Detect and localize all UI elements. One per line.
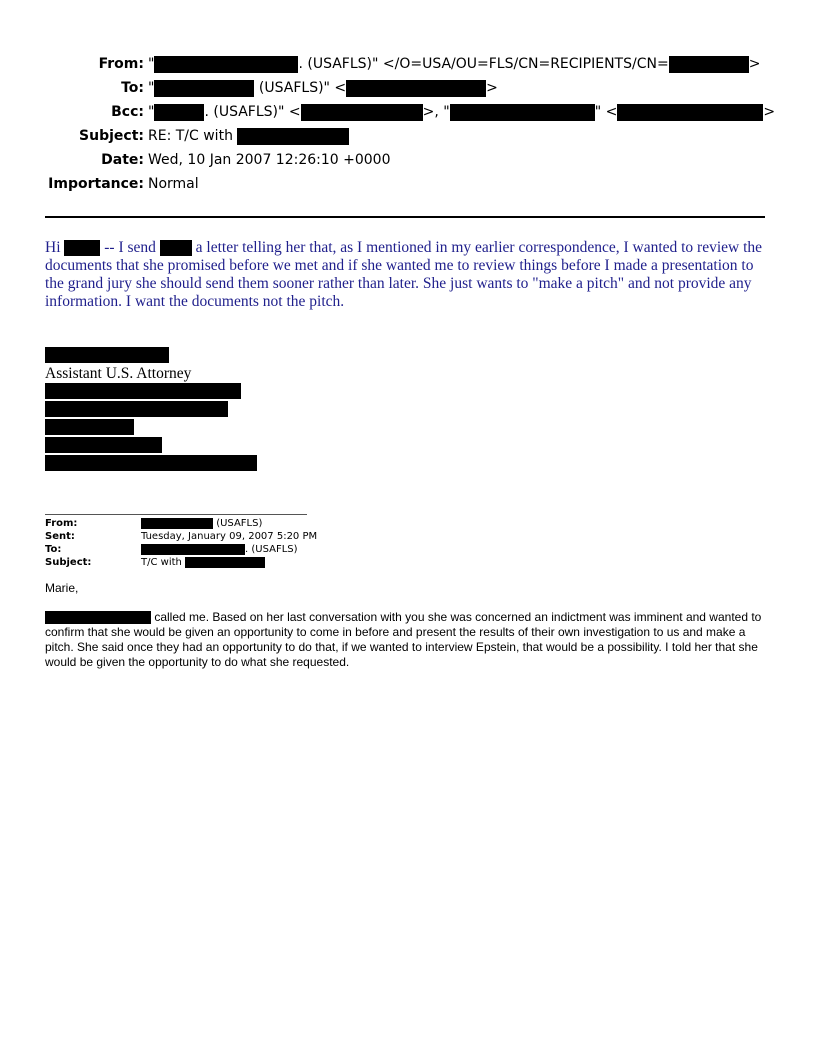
from-end: > bbox=[748, 56, 761, 72]
redaction-block bbox=[450, 104, 595, 121]
forwarded-from-row bbox=[45, 517, 263, 530]
redaction-block bbox=[154, 104, 204, 121]
reply-greeting: Hi bbox=[45, 239, 61, 256]
from-label: From: bbox=[98, 56, 144, 72]
redaction-block bbox=[237, 128, 349, 145]
redaction-block bbox=[45, 437, 162, 453]
redaction-block bbox=[185, 557, 265, 568]
redaction-block bbox=[45, 419, 134, 435]
date-label: Date: bbox=[101, 152, 144, 168]
reply-body bbox=[45, 239, 765, 311]
forwarded-to-value: . (USAFLS) bbox=[245, 544, 298, 555]
subject-value: RE: T/C with bbox=[148, 128, 233, 144]
forwarded-sent-value: Tuesday, January 09, 2007 5:20 PM bbox=[141, 531, 318, 542]
from-value: . (USAFLS)" </O=USA/OU=FLS/CN=RECIPIENTS/CN= bbox=[298, 56, 669, 72]
forwarded-subject-label: Subject: bbox=[45, 557, 92, 568]
redaction-block bbox=[45, 347, 169, 363]
importance-value: Normal bbox=[148, 176, 199, 192]
forwarded-from-label: From: bbox=[45, 518, 78, 529]
redaction-block bbox=[160, 240, 192, 256]
date-value: Wed, 10 Jan 2007 12:26:10 +0000 bbox=[148, 152, 391, 168]
redaction-block bbox=[346, 80, 486, 97]
bcc-quote: " bbox=[148, 104, 155, 120]
signature-title: Assistant U.S. Attorney bbox=[45, 365, 192, 382]
reply-text-2: a letter telling her that, as I mentioned in my earlier correspondence, I wanted to review the documents that she promised before we met and if she wanted me to review things before I made a presentation to the grand jury she should send them sooner rather than later. She just wants to "make a pitch" and not provide any information. I want the documents not the pitch. bbox=[45, 239, 763, 310]
redaction-block bbox=[45, 401, 228, 417]
original-greeting: Marie, bbox=[45, 581, 79, 595]
forwarded-from-value: (USAFLS) bbox=[216, 518, 263, 529]
redaction-block bbox=[45, 611, 151, 624]
bcc-end: > bbox=[763, 104, 776, 120]
redaction-block bbox=[301, 104, 423, 121]
forwarded-sent-label: Sent: bbox=[45, 531, 75, 542]
bcc-value-2: >, " bbox=[422, 104, 450, 120]
forwarded-to-row bbox=[45, 543, 298, 556]
header-divider bbox=[45, 216, 765, 218]
forwarded-subject-value: T/C with bbox=[141, 557, 182, 568]
to-label: To: bbox=[121, 80, 144, 96]
redaction-block bbox=[154, 80, 254, 97]
redaction-block bbox=[154, 56, 298, 73]
bcc-value-3: " < bbox=[594, 104, 618, 120]
forwarded-sent-row bbox=[45, 530, 318, 543]
redaction-block bbox=[669, 56, 749, 73]
to-value: (USAFLS)" < bbox=[254, 80, 347, 96]
redaction-block bbox=[141, 544, 245, 555]
forwarded-subject-row bbox=[45, 556, 182, 569]
to-quote: " bbox=[148, 80, 155, 96]
bcc-value-1: . (USAFLS)" < bbox=[204, 104, 301, 120]
subject-label: Subject: bbox=[79, 128, 144, 144]
forwarded-to-label: To: bbox=[45, 544, 62, 555]
forwarded-divider bbox=[45, 514, 307, 515]
original-body-text: called me. Based on her last conversation with you she was concerned an indictment was imminent and wanted to confirm that she would be given an opportunity to come in before and present the results of their own investigation to us and make a pitch. She said once they had an opportunity to do that, if we wanted to interview Epstein, that would be a possibility. I told her that she would be given the opportunity to do what she requested. bbox=[45, 610, 762, 669]
original-body bbox=[45, 610, 775, 670]
redaction-block bbox=[617, 104, 763, 121]
redaction-block bbox=[45, 455, 257, 471]
redaction-block bbox=[141, 518, 213, 529]
importance-label: Importance: bbox=[48, 176, 144, 192]
to-end: > bbox=[486, 80, 498, 96]
from-quote: " bbox=[148, 56, 155, 72]
reply-text-1: -- I send bbox=[104, 239, 156, 256]
bcc-label: Bcc: bbox=[111, 104, 144, 120]
redaction-block bbox=[45, 383, 241, 399]
redaction-block bbox=[64, 240, 100, 256]
